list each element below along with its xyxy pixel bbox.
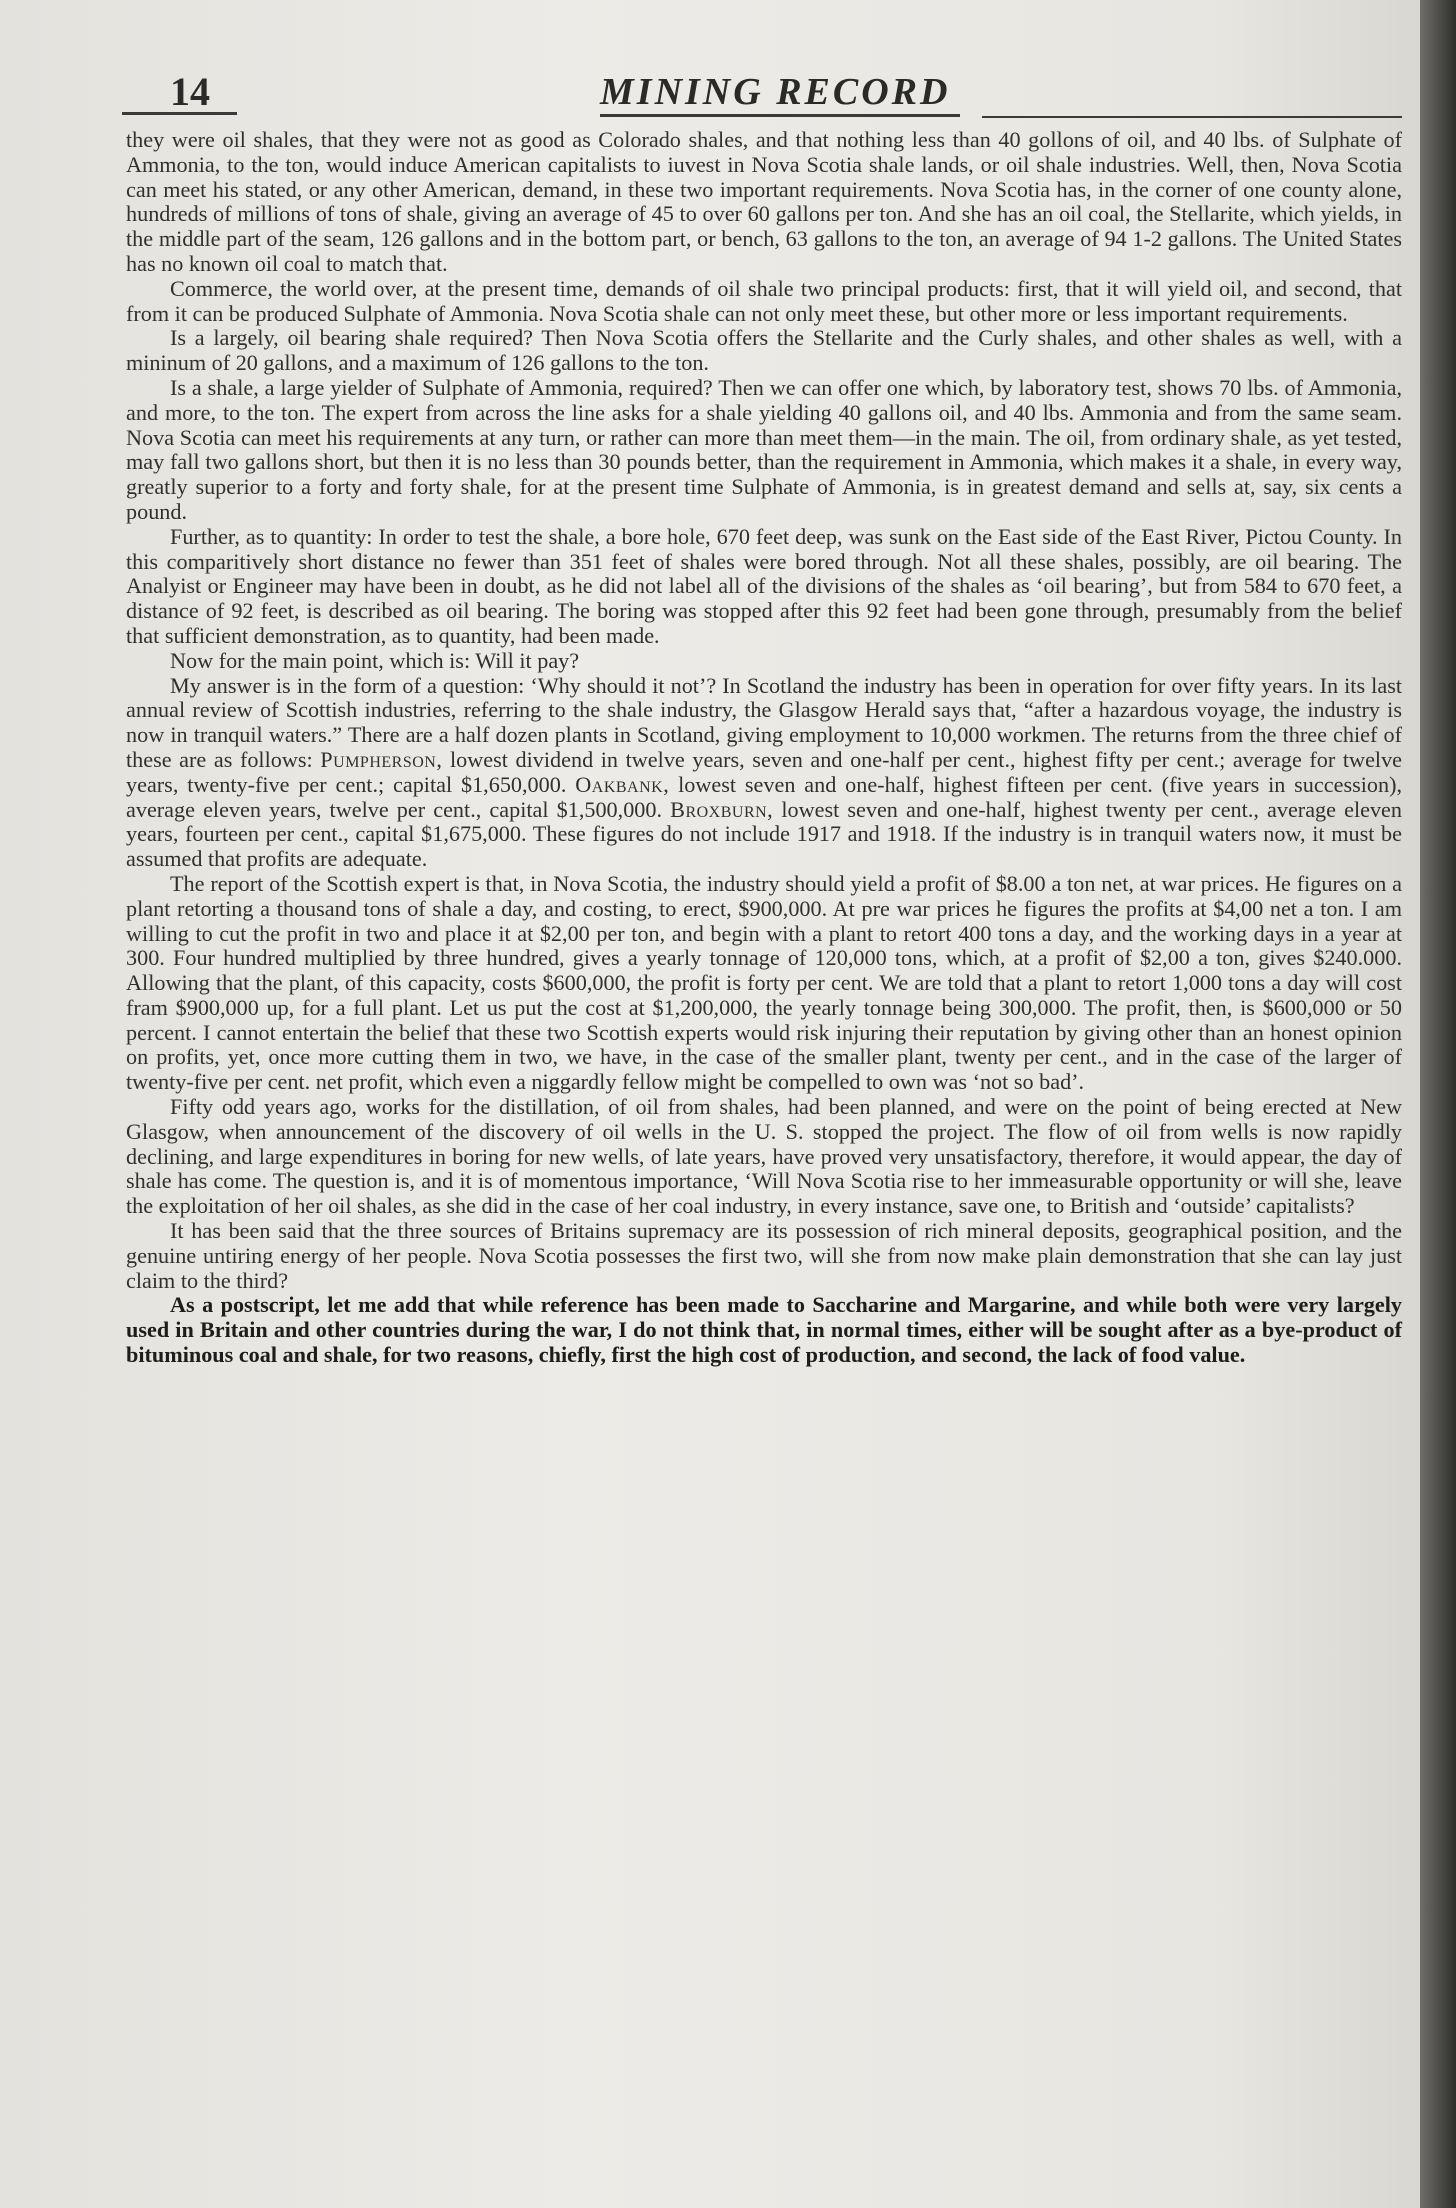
page-header (122, 68, 1402, 124)
company-broxburn: Broxburn, (670, 796, 774, 822)
article-paragraph: they were oil shales, that they were not as good as Colorado shales, and that nothing less than 40 gollons of oil, and 40 lbs. of Sulphate of Ammonia, to the ton, would induce American capitalists to iuvest in Nova Scotia shale lands, or oil shale industries. Well, then, Nova Scotia can meet his stated, or any other American, demand, in these two important requirements. Nova Scotia has, in the corner of one county alone, hundreds of millions of tons of shale, giving an average of 45 to over 60 gallons per ton. And she has an oil coal, the Stellarite, which yields, in the middle part of the seam, 126 gallons and in the bottom part, or bench, 63 gallons to the ton, an average of 94 1-2 gallons. The United States has no known oil coal to match that. (126, 127, 1402, 276)
article-paragraph: The report of the Scottish expert is that, in Nova Scotia, the industry should yield a profit of $8.00 a ton net, at war prices. He figures on a plant retorting a thousand tons of shale a day, and costing, to erect, $900,000. At pre war prices he figures the profits at $4,00 net a ton. I am willing to cut the profit in two and place it at $2,00 per ton, and begin with a plant to retort 400 tons a day, and the working days in a year at 300. Four hundred multiplied by three hundred, gives a yearly tonnage of 120,000 tons, which, at a profit of $2,00 a ton, gives $240.000. Allowing that the plant, of this capacity, costs $600,000, the profit is forty per cent. We are told that a plant to retort 1,000 tons a day will cost fram $900,000 up, for a full plant. Let us put the cost at $1,200,000, the yearly tonnage being 300,000. The profit, then, is $600,000 or 50 percent. I cannot entertain the belief that these two Scottish experts would risk injuring their reputation by giving other than an honest opinion on profits, yet, once more cutting them in two, we have, in the case of the smaller plant, twenty per cent., and in the case of the larger of twenty-five per cent. net profit, which even a niggardly fellow might be compelled to own was ‘not so bad’. (126, 870, 1402, 1095)
article-paragraph: It has been said that the three sources of Britains supremacy are its possession of rich mineral deposits, geographical position, and the genuine untiring energy of her people. Nova Scotia possesses the first two, will she from now make plain demonstration that she can lay just claim to the third? (126, 1218, 1402, 1293)
article-paragraph: Further, as to quantity: In order to test the shale, a bore hole, 670 feet deep, was sunk on the East side of the East River, Pictou County. In this comparitively short distance no fewer than 351 feet of shales were bored through. Not all these shales, possibly, are oil bearing. The Analyist or Engineer may have been in doubt, as he did not label all of the divisions of the shales as ‘oil bearing’, but from 584 to 670 feet, a distance of 92 feet, is described as oil bearing. The boring was stopped after this 92 feet had been gone through, presumably from the belief that sufficient demonstration, as to quantity, had been made. (126, 523, 1402, 648)
running-title: MINING RECORD (600, 71, 951, 113)
company-pumpherson: Pumpherson, (320, 746, 443, 772)
oakbank-returns: lowest seven and one-half, highest fifteen per cent. (five years in succession), average eleven years, twelve per cent., capital $1,500,000. (126, 771, 1403, 822)
article-paragraph: Now for the main point, which is: Will it pay? (170, 647, 580, 673)
article-paragraph: Is a shale, a large yielder of Sulphate of Ammonia, required? Then we can offer one which, by laboratory test, shows 70 lbs. of Ammonia, and more, to the ton. The expert from across the line asks for a shale yielding 40 gallons oil, and 40 lbs. Ammonia and from the same seam. Nova Scotia can meet his requirements at any turn, or rather can more than meet them—in the main. The oil, from ordinary shale, as yet tested, may fall two gallons short, but then it is no less than 30 pounds better, than the requirement in Ammonia, which makes it a shale, in every way, greatly superior to a forty and forty shale, for at the present time Sulphate of Ammonia, is in greatest demand and sells at, say, six cents a pound. (126, 374, 1402, 524)
broxburn-returns: lowest seven and one-half, highest twenty per cent., average eleven years, fourteen per cent., capital $1,675,000. These figures do not include 1917 and 1918. If the industry is in tranquil waters now, it must be assumed that profits are adequate. (126, 796, 1402, 872)
header-rule-middle (600, 114, 960, 117)
answer-intro: My answer is in the form of a question: ‘Why should it not’? In Scotland the industry has been in operation for over fifty years. In its last annual review of Scottish industries, referring to the shale industry, the Glasgow Herald says that, “after a hazardous voyage, the industry is now in tranquil waters.” There are a half dozen plants in Scotland, giving employment to 10,000 workmen. The returns from the three chief of these are as follows: (126, 672, 1402, 772)
company-oakbank: Oakbank, (575, 771, 670, 797)
article-paragraph: Commerce, the world over, at the present time, demands of oil shale two principal products: first, that it will yield oil, and second, that from it can be produced Sulphate of Ammonia. Nova Scotia shale can not only meet these, but other more or less important requirements. (126, 275, 1402, 326)
page-number: 14 (170, 69, 210, 114)
postscript-paragraph: As a postscript, let me add that while reference has been made to Saccharine and Margarine, and while both were very largely used in Britain and other countries during the war, I do not think that, in normal times, either will be sought after as a bye-product of bituminous coal and shale, for two reasons, chiefly, first the high cost of production, and second, the lack of food value. (126, 1292, 1402, 1368)
article-paragraph: Fifty odd years ago, works for the distillation, of oil from shales, had been planned, and were on the point of being erected at New Glasgow, when announcement of the discovery of oil wells in the U. S. stopped the project. The flow of oil from wells is now rapidly declining, and large expenditures in boring for new wells, of late years, have proved very unsatisfactory, therefore, it would appear, the day of shale has come. The question is, and it is of momentous importance, ‘Will Nova Scotia rise to her immeasurable opportunity or will she, leave the exploitation of her oil shales, as she did in the case of her coal industry, in every instance, save one, to British and ‘outside’ capitalists? (126, 1094, 1402, 1219)
pumpherson-returns: lowest dividend in twelve years, seven and one-half per cent., highest fifty per cent.; average for twelve years, twenty-five per cent.; capital $1,650,000. (126, 746, 1403, 797)
answer-paragraph (126, 674, 1402, 872)
header-rule-right (982, 116, 1402, 118)
article-paragraph: Is a largely, oil bearing shale required? Then Nova Scotia offers the Stellarite and the Curly shales, and other shales as well, with a mininum of 20 gallons, and a maximum of 126 gallons to the ton. (126, 325, 1402, 376)
article-body (126, 128, 1402, 1368)
page-edge-shadow (1420, 0, 1456, 2208)
